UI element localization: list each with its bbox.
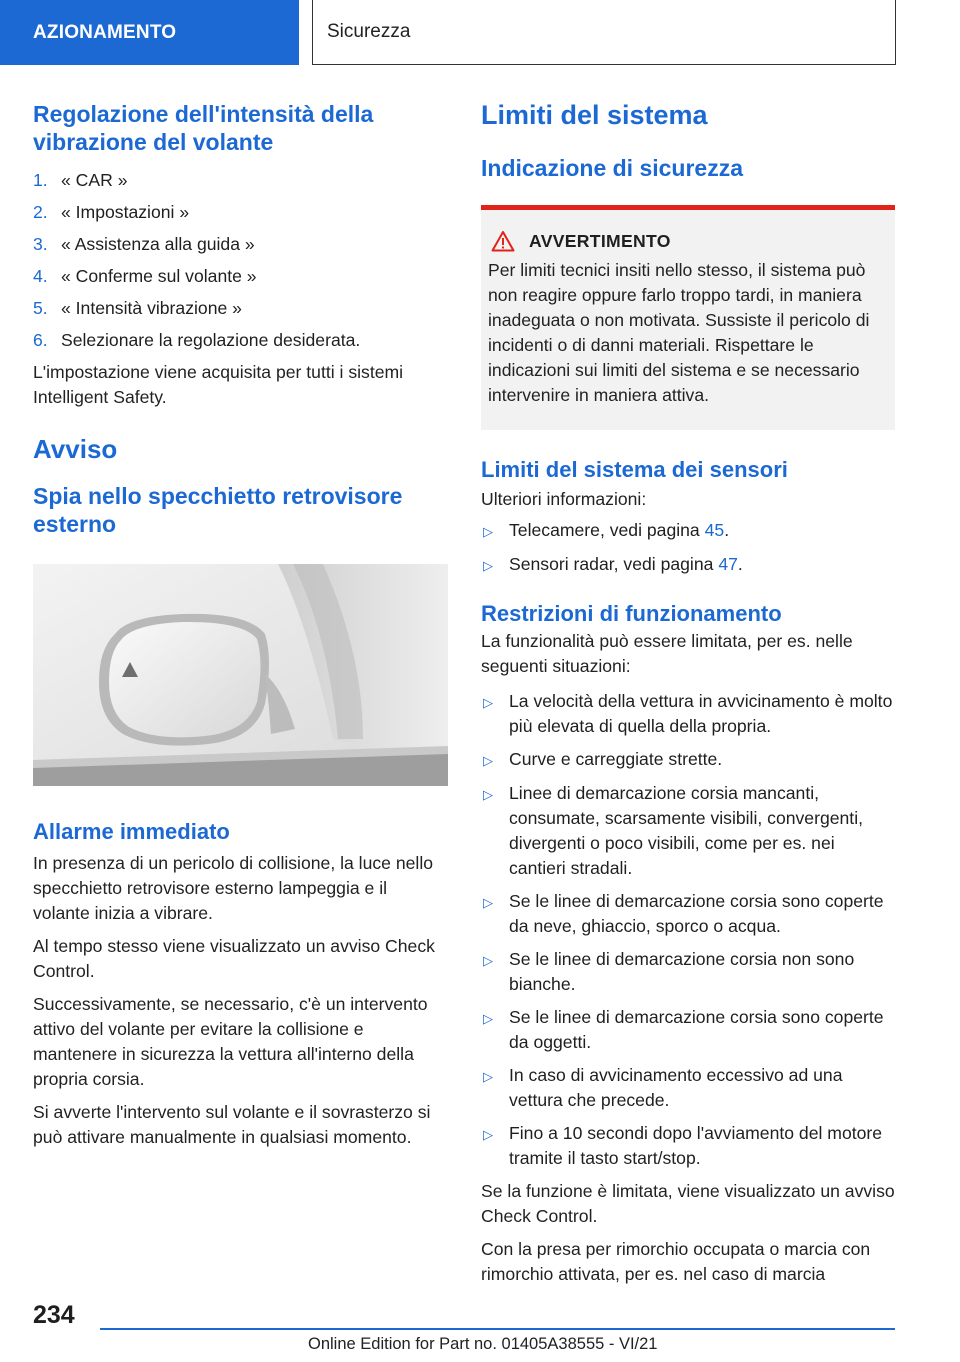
heading-vibration-intensity: Regolazione dell'intensità della vibrazione del volante [33,101,374,155]
trailer-note: Con la presa per rimorchio occupata o marcia con rimorchio attivata, per es. nel caso di marcia [481,1239,871,1284]
heading-system-limits: Limiti del sistema [481,100,708,130]
right-column [481,100,895,1287]
page-link-cameras[interactable]: 45 [704,520,725,540]
list-item: ▷ Sensori radar, vedi pagina 47. [481,552,895,578]
warning-text: Per limiti tecnici insiti nello stesso, il sistema può non reagire oppure farlo troppo tardi, in maniera inadeguata o non motivata. Sussiste il pericolo di incidenti o di danni materiali. Rispettare le indicazioni sui limiti del sistema e se necessario intervenire in maniera attiva. [488,260,870,405]
triangle-bullet-icon: ▷ [483,787,493,802]
triangle-bullet-icon: ▷ [483,524,493,539]
setting-note: L'impostazione viene acquisita per tutti i sistemi Intelligent Safety. [33,362,404,407]
heading-immediate-alarm: Allarme immediato [33,819,230,844]
footer-edition: Online Edition for Part no. 01405A38555 - VI/21 [308,1335,658,1353]
limited-function-note: Se la funzione è limitata, viene visualizzato un avviso Check Control. [481,1181,895,1226]
mirror-illustration [33,564,448,786]
step-item: 5. « Intensità vibrazione » [33,298,242,318]
triangle-bullet-icon: ▷ [483,1069,493,1084]
more-info-label: Ulteriori informazioni: [481,489,647,509]
heading-restrictions: Restrizioni di funzionamento [481,601,782,626]
warning-triangle-icon [491,230,515,252]
step-item: 6. Selezionare la regolazione desiderata. [33,330,361,350]
triangle-bullet-icon: ▷ [483,753,493,768]
warning-title: AVVERTIMENTO [488,230,887,252]
triangle-bullet-icon: ▷ [483,1011,493,1026]
restrictions-intro: La funzionalità può essere limitata, per es. nelle seguenti situazioni: [481,631,853,676]
chapter-tab: AZIONAMENTO [0,0,299,65]
list-item: ▷ In caso di avvicinamento eccessivo ad una vettura che precede. [481,1063,895,1113]
triangle-bullet-icon: ▷ [483,558,493,573]
triangle-bullet-icon: ▷ [483,695,493,710]
alarm-paragraph-2: Al tempo stesso viene visualizzato un avviso Check Control. [33,936,435,981]
step-item: 2. « Impostazioni » [33,202,190,222]
footer-divider [100,1328,895,1330]
list-item: ▷ La velocità della vettura in avvicinamento è molto più elevata di quella della propria. [481,689,895,739]
list-item: ▷ Telecamere, vedi pagina 45. [481,518,895,544]
list-item: ▷ Curve e carreggiate strette. [481,747,895,773]
list-item: ▷ Se le linee di demarcazione corsia sono coperte da oggetti. [481,1005,895,1055]
list-item: ▷ Fino a 10 secondi dopo l'avviamento del motore tramite il tasto start/stop. [481,1121,895,1171]
alarm-paragraph-4: Si avverte l'intervento sul volante e il sovrasterzo si può attivare manualmente in qualsiasi momento. [33,1102,431,1147]
heading-avviso: Avviso [33,434,118,464]
heading-safety-note: Indicazione di sicurezza [481,155,744,181]
warning-box [481,205,895,430]
alarm-paragraph-3: Successivamente, se necessario, c'è un intervento attivo del volante per evitare la collisione e mantenere in sicurezza la vettura all'interno della propria corsia. [33,994,428,1089]
page-number: 234 [33,1301,75,1329]
heading-mirror-light: Spia nello specchietto retrovisore esterno [33,483,403,537]
list-item: ▷ Se le linee di demarcazione corsia non sono bianche. [481,947,895,997]
list-item: ▷ Se le linee di demarcazione corsia sono coperte da neve, ghiaccio, sporco o acqua. [481,889,895,939]
step-item: 3. « Assistenza alla guida » [33,234,255,254]
restrictions-list [481,689,895,1171]
page-link-radar[interactable]: 47 [718,554,738,574]
triangle-bullet-icon: ▷ [483,953,493,968]
steps-list [33,168,443,353]
side-mirror-image [33,564,448,786]
triangle-bullet-icon: ▷ [483,1127,493,1142]
left-column [33,100,443,1150]
alarm-paragraph-1: In presenza di un pericolo di collisione, la luce nello specchietto retrovisore esterno lampeggia e il volante inizia a vibrare. [33,853,434,923]
list-item: ▷ Linee di demarcazione corsia mancanti, consumate, scarsamente visibili, convergenti, divergenti o poco visibili, come per es. nei cantieri stradali. [481,781,895,881]
section-title: Sicurezza [312,0,896,65]
step-item: 4. « Conferme sul volante » [33,266,257,286]
sensor-list [481,518,895,578]
triangle-bullet-icon: ▷ [483,895,493,910]
heading-sensor-limits: Limiti del sistema dei sensori [481,457,788,482]
step-item: 1. « CAR » [33,170,128,190]
